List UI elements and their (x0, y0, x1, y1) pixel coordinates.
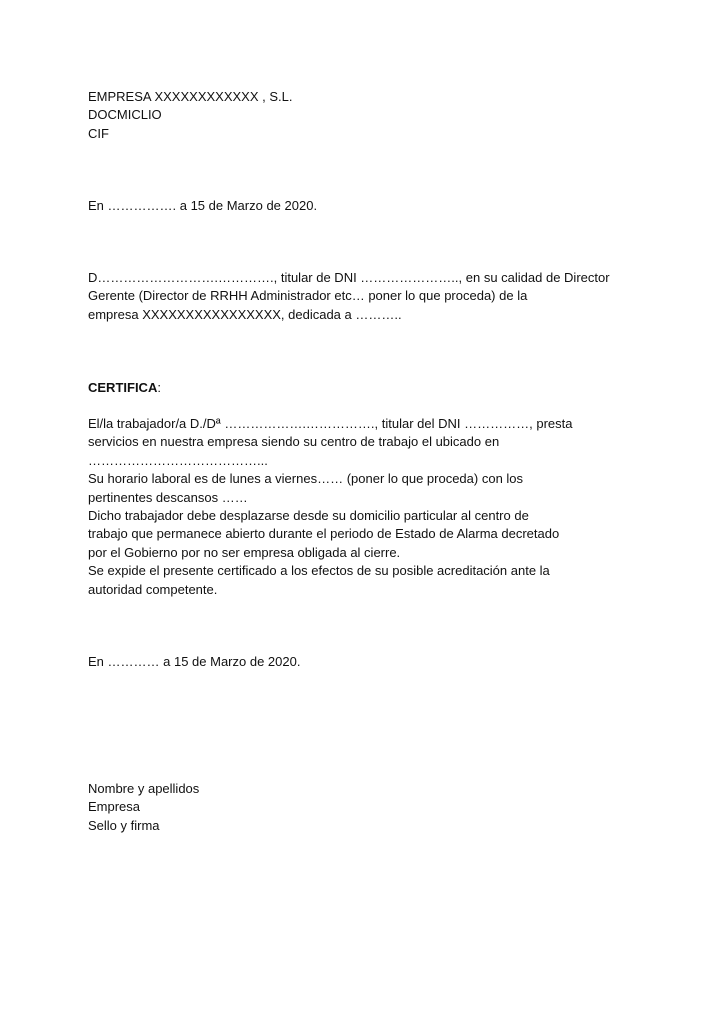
body-line-4: Su horario laboral es de lunes a viernes…… (poner lo que proceda) con los (88, 471, 524, 487)
company-address: DOCMICLIO (88, 107, 162, 123)
intro-line-2: Gerente (Director de RRHH Administrador etc… poner lo que proceda) de la (88, 288, 528, 304)
certificate-body (88, 415, 618, 599)
date-text-top: En ……………. a 15 de Marzo de 2020. (88, 198, 318, 213)
date-line-top (88, 197, 618, 215)
date-text-bottom: En ………… a 15 de Marzo de 2020. (88, 654, 301, 669)
intro-line-3: empresa XXXXXXXXXXXXXXXX, dedicada a ……….. (88, 306, 402, 322)
signature-stamp: Sello y firma (88, 817, 160, 833)
body-line-3: …………………………………... (88, 452, 268, 468)
certifica-heading (88, 379, 618, 397)
certifica-label: CERTIFICA (88, 380, 158, 395)
signature-block (88, 780, 618, 835)
body-line-9: Se expide el presente certificado a los efectos de su posible acreditación ante la (88, 563, 550, 579)
company-header (88, 88, 618, 143)
date-line-bottom (88, 653, 618, 671)
intro-line-1: D……………………….…………., titular de DNI ………………….., en su calidad de Director (88, 270, 610, 285)
company-cif: CIF (88, 125, 109, 141)
body-line-2: servicios en nuestra empresa siendo su centro de trabajo el ubicado en (88, 434, 500, 450)
body-line-5: pertinentes descansos …… (88, 489, 248, 505)
company-name: EMPRESA XXXXXXXXXXXX , S.L. (88, 89, 293, 104)
signature-company: Empresa (88, 799, 141, 815)
intro-paragraph (88, 269, 618, 324)
certifica-colon: : (157, 380, 161, 395)
body-line-7: trabajo que permanece abierto durante el periodo de Estado de Alarma decretado (88, 526, 560, 542)
body-line-8: por el Gobierno por no ser empresa obligada al cierre. (88, 544, 401, 560)
body-line-6: Dicho trabajador debe desplazarse desde su domicilio particular al centro de (88, 508, 529, 524)
body-line-1: El/la trabajador/a D./Dª ……………….……………., titular del DNI ……………, presta (88, 416, 573, 431)
signature-name: Nombre y apellidos (88, 781, 200, 796)
body-line-10: autoridad competente. (88, 581, 218, 597)
